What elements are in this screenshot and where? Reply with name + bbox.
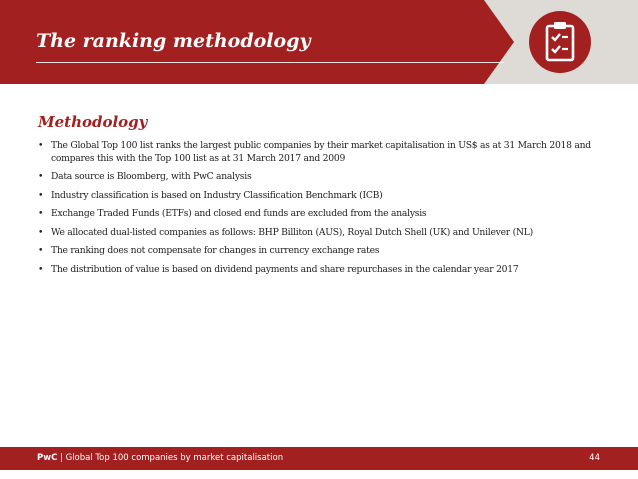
bullet-item xyxy=(38,245,608,258)
bullet-item xyxy=(38,208,608,221)
page-title: The ranking methodology xyxy=(36,30,311,52)
bullet-item xyxy=(38,264,608,277)
section-heading: Methodology xyxy=(38,113,148,131)
bullet-marker: • xyxy=(38,140,44,151)
bullet-text: Exchange Traded Funds (ETFs) and closed end funds are excluded from the analysis xyxy=(51,208,427,219)
page-number: 44 xyxy=(589,453,600,463)
bullet-marker: • xyxy=(38,245,44,256)
bullet-item xyxy=(38,227,608,240)
bullet-marker: • xyxy=(38,171,44,182)
bullet-marker: • xyxy=(38,226,44,238)
bullet-item xyxy=(38,171,608,184)
bullet-marker: • xyxy=(38,189,44,201)
clipboard-checklist-icon xyxy=(528,10,592,74)
header-bar xyxy=(0,0,638,84)
bullet-marker: • xyxy=(38,208,44,219)
methodology-bullet-list xyxy=(38,140,608,282)
bullet-marker: • xyxy=(38,263,44,275)
bullet-text: The distribution of value is based on dividend payments and share repurchases in the calendar year 2017 xyxy=(51,263,519,275)
bullet-text: Industry classification is based on Industry Classification Benchmark (ICB) xyxy=(51,189,383,201)
footer-brand: PwC xyxy=(37,453,58,463)
bullet-text: We allocated dual-listed companies as follows: BHP Billiton (AUS), Royal Dutch Shell (UK) and Unilever (NL) xyxy=(51,226,533,238)
footer-text: Global Top 100 companies by market capitalisation xyxy=(65,453,284,463)
footer-separator: | xyxy=(57,453,66,463)
bullet-text: The ranking does not compensate for changes in currency exchange rates xyxy=(51,245,380,256)
title-underline xyxy=(36,62,504,63)
bullet-item xyxy=(38,140,608,165)
bullet-item xyxy=(38,190,608,203)
footer-bar xyxy=(0,447,638,470)
footer-caption xyxy=(37,453,283,463)
bullet-text: The Global Top 100 list ranks the largest public companies by their market capitalisation in US$ as at 31 March 2018 and compares this with the Top 100 list as at 31 March 2017 and 2009 xyxy=(51,140,591,164)
bullet-text: Data source is Bloomberg, with PwC analysis xyxy=(51,171,252,182)
